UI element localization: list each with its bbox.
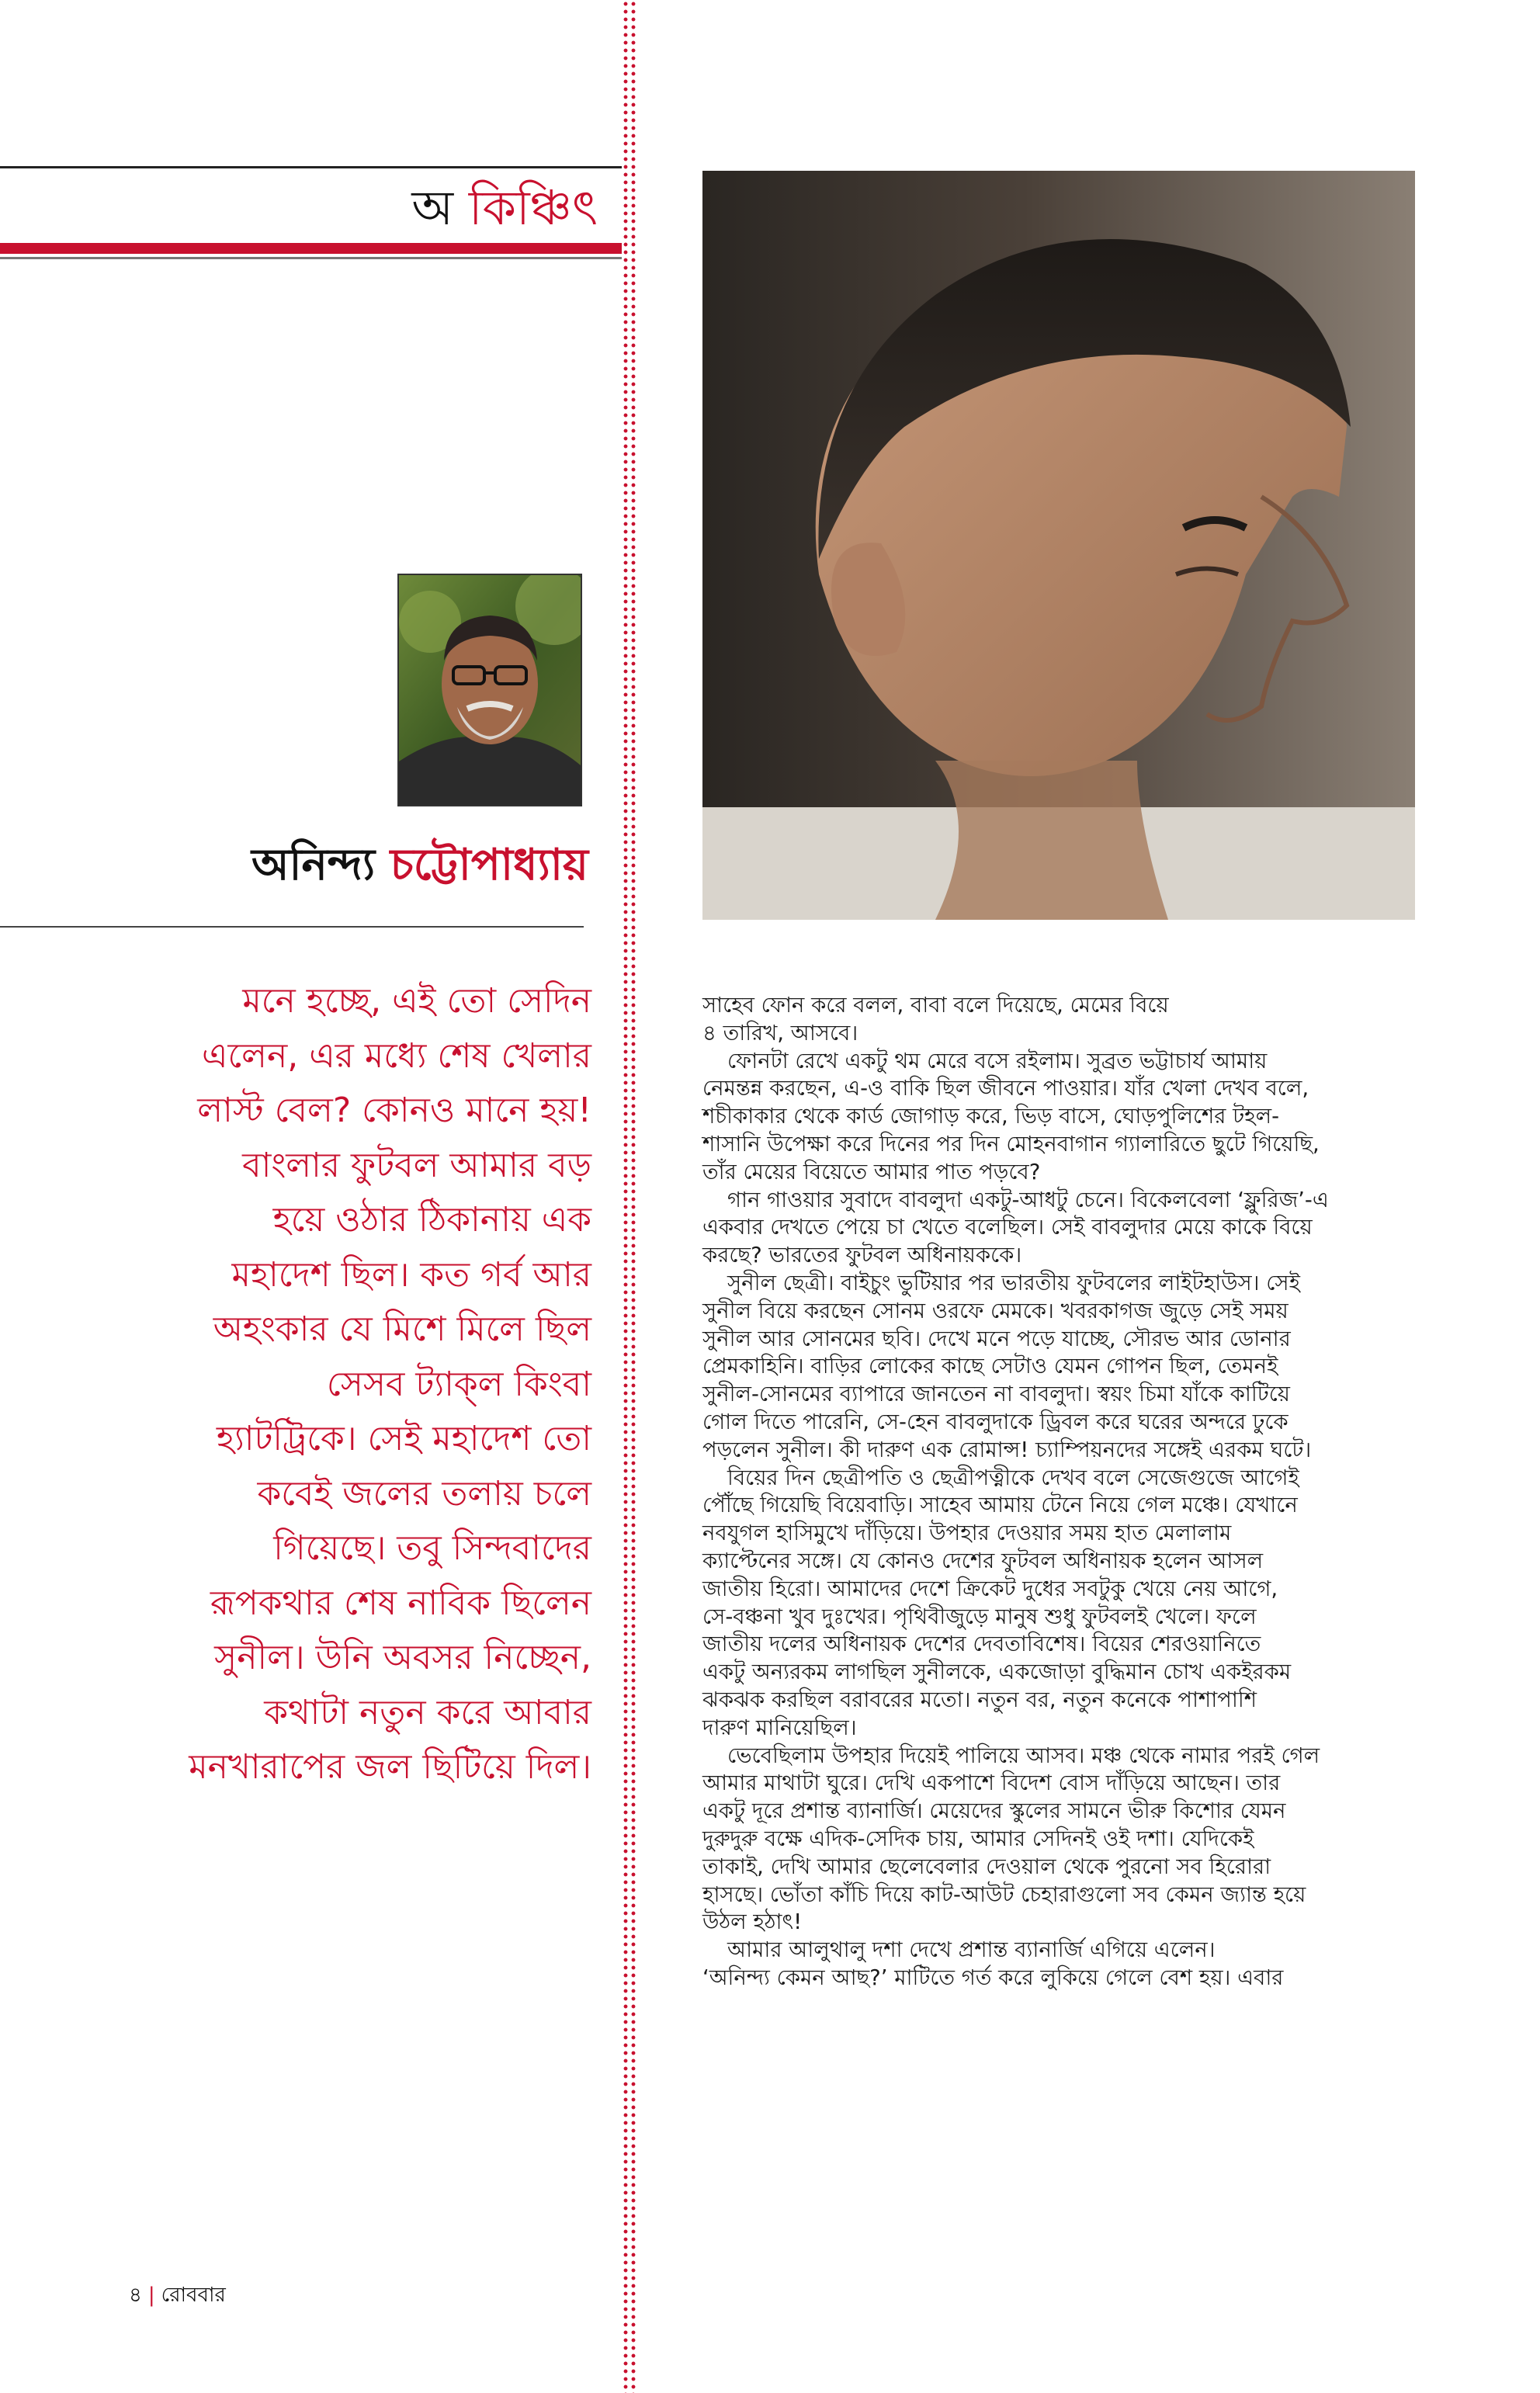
- article-line: সুনীল ছেত্রী। বাইচুং ভুটিয়ার পর ভারতীয় ফুটবলের লাইটহাউস। সেই: [727, 1270, 1300, 1295]
- article-line: তাঁর মেয়ের বিয়েতে আমার পাত পড়বে?: [702, 1159, 1041, 1184]
- pull-quote-line: এলেন, এর মধ্যে শেষ খেলার: [202, 1035, 591, 1076]
- article-line: একবার দেখতে পেয়ে চা খেতে বলেছিল। সেই বাবলুদার মেয়ে কাকে বিয়ে: [702, 1215, 1313, 1240]
- article-line: আমার আলুথালু দশা দেখে প্রশান্ত ব্যানার্জি এগিয়ে এলেন।: [727, 1937, 1216, 1963]
- article-body: [702, 992, 1440, 1992]
- author-portrait-image: [399, 575, 581, 805]
- article-line: তাকাই, দেখি আমার ছেলেবেলার দেওয়াল থেকে পুরনো সব হিরোরা: [702, 1854, 1271, 1879]
- pull-quote-line: হয়ে ওঠার ঠিকানায় এক: [272, 1200, 591, 1240]
- page-number: ৪: [129, 2284, 142, 2307]
- article-line: প্রেমকাহিনি। বাড়ির লোকের কাছে সেটাও যেমন গোপন ছিল, তেমনই: [702, 1354, 1278, 1379]
- article-line: শাসানি উপেক্ষা করে দিনের পর দিন মোহনবাগান গ্যালারিতে ছুটে গিয়েছি,: [702, 1131, 1320, 1157]
- pull-quote-line: সুনীল। উনি অবসর নিচ্ছেন,: [214, 1638, 591, 1677]
- article-line: নেমন্তন্ন করছেন, এ-ও বাকি ছিল জীবনে পাওয়ার। যাঁর খেলা দেখব বলে,: [702, 1076, 1309, 1101]
- article-line: সে-বঞ্চনা খুব দুঃখের। পৃথিবীজুড়ে মানুষ শুধু ফুটবলই খেলে। ফলে: [702, 1604, 1257, 1629]
- article-line: গান গাওয়ার সুবাদে বাবলুদা একটু-আধটু চেনে। বিকেলবেলা ‘ফ্লুরিজ’-এ: [727, 1187, 1329, 1212]
- pull-quote-line: কবেই জলের তলায় চলে: [257, 1473, 591, 1514]
- article-line: একটু দূরে প্রশান্ত ব্যানার্জি। মেয়েদের স্কুলের সামনে ভীরু কিশোর যেমন: [702, 1798, 1286, 1824]
- article-line: সাহেব ফোন করে বলল, বাবা বলে দিয়েছে, মেমের বিয়ে: [702, 993, 1169, 1018]
- pull-quote-line: মনখারাপের জল ছিটিয়ে দিল।: [189, 1747, 591, 1787]
- article-line: উঠল হঠাৎ!: [702, 1909, 803, 1935]
- article-line: নবযুগল হাসিমুখে দাঁড়িয়ে। উপহার দেওয়ার সময় হাত মেলালাম: [702, 1521, 1232, 1546]
- footer-separator: |: [147, 2284, 155, 2307]
- author-photo: [397, 574, 582, 806]
- red-rule: [0, 243, 622, 254]
- pull-quote-line: গিয়েছে। তবু সিন্দবাদের: [273, 1528, 591, 1568]
- pull-quote-line: বাংলার ফুটবল আমার বড়: [242, 1145, 591, 1185]
- article-line: পৌঁছে গিয়েছি বিয়েবাড়ি। সাহেব আমায় টেনে নিয়ে গেল মঞ্চে। যেখানে: [702, 1493, 1298, 1518]
- article-line: সুনীল আর সোনমের ছবি। দেখে মনে পড়ে যাচ্ছে, সৌরভ আর ডোনার: [702, 1326, 1291, 1351]
- article-line: জাতীয় হিরো। আমাদের দেশে ক্রিকেট দুধের সবটুকু খেয়ে নেয় আগে,: [702, 1576, 1278, 1601]
- column-divider: [622, 0, 637, 2393]
- article-line: দুরুদুরু বক্ষে এদিক-সেদিক চায়, আমার সেদিনই ওই দশা। যেদিকেই: [702, 1826, 1254, 1851]
- pull-quote-line: অহংকার যে মিশে মিলে ছিল: [213, 1309, 591, 1349]
- article-line: ৪ তারিখ, আসবে।: [702, 1020, 858, 1046]
- pull-quote-line: মহাদেশ ছিল। কত গর্ব আর: [231, 1254, 591, 1295]
- pull-quote: [116, 974, 591, 1795]
- section-title-main: কিঞ্চিৎ: [468, 179, 598, 236]
- article-line: শচীকাকার থেকে কার্ড জোগাড় করে, ভিড় বাসে, ঘোড়পুলিশের টহল-: [702, 1104, 1279, 1129]
- author-rule: [0, 926, 584, 928]
- article-line: ক্যাপ্টেনের সঙ্গে। যে কোনও দেশের ফুটবল অধিনায়ক হলেন আসল: [702, 1548, 1264, 1573]
- author-last-name: চট্টোপাধ্যায়: [390, 840, 588, 890]
- pull-quote-line: কথাটা নতুন করে আবার: [264, 1692, 591, 1732]
- grey-rule: [0, 257, 622, 259]
- article-line: সুনীল-সোনমের ব্যাপারে জানতেন না বাবলুদা। স্বয়ং চিমা যাঁকে কাটিয়ে: [702, 1382, 1290, 1407]
- article-line: গোল দিতে পারেনি, সে-হেন বাবলুদাকে ড্রিবল করে ঘরের অন্দরে ঢুকে: [702, 1409, 1289, 1434]
- article-line: ফোনটা রেখে একটু থম মেরে বসে রইলাম। সুব্রত ভট্টাচার্য আমায়: [727, 1048, 1268, 1073]
- hero-photo: [702, 171, 1415, 920]
- page-footer: [129, 2282, 226, 2308]
- article-line: করছে? ভারতের ফুটবল অধিনায়ককে।: [702, 1243, 1022, 1268]
- pull-quote-line: লাস্ট বেল? কোনও মানে হয়!: [197, 1091, 591, 1130]
- pull-quote-line: সেসব ট্যাক্‌ল কিংবা: [326, 1364, 591, 1404]
- article-line: ‘অনিন্দ্য কেমন আছ?’ মাটিতে গর্ত করে লুকিয়ে গেলে বেশ হয়। এবার: [702, 1965, 1284, 1990]
- article-line: ঝকঝক করছিল বরাবরের মতো। নতুন বর, নতুন কনেকে পাশাপাশি: [702, 1687, 1257, 1712]
- article-line: হাসছে। ভোঁতা কাঁচি দিয়ে কাট-আউট চেহারাগুলো সব কেমন জ্যান্ত হয়ে: [702, 1881, 1306, 1907]
- article-line: দারুণ মানিয়েছিল।: [702, 1715, 857, 1740]
- section-title: [0, 177, 598, 239]
- section-title-prefix: অ: [411, 179, 454, 236]
- article-line: বিয়ের দিন ছেত্রীপতি ও ছেত্রীপত্নীকে দেখব বলে সেজেগুজে আগেই: [727, 1465, 1299, 1490]
- article-line: জাতীয় দলের অধিনায়ক দেশের দেবতাবিশেষ। বিয়ের শেরওয়ানিতে: [702, 1632, 1261, 1657]
- article-line: ভেবেছিলাম উপহার দিয়েই পালিয়ে আসব। মঞ্চ থেকে নামার পরই গেল: [727, 1743, 1320, 1768]
- article-line: পড়লেন সুনীল। কী দারুণ এক রোমান্স! চ্যাম্পিয়নদের সঙ্গেই এরকম ঘটে।: [702, 1437, 1312, 1462]
- author-first-name: অনিন্দ্য: [251, 840, 376, 890]
- sunil-profile-image: [702, 171, 1415, 920]
- article-line: আমার মাথাটা ঘুরে। দেখি একপাশে বিদেশ বোস দাঁড়িয়ে আছেন। তার: [702, 1770, 1281, 1796]
- article-line: সুনীল বিয়ে করছেন সোনম ওরফে মেমকে। খবরকাগজ জুড়ে সেই সময়: [702, 1298, 1289, 1323]
- pull-quote-line: হ্যাটট্রিকে। সেই মহাদেশ তো: [216, 1419, 591, 1458]
- magazine-name: রোববার: [161, 2284, 226, 2307]
- top-rule: [0, 166, 622, 168]
- article-line: একটু অন্যরকম লাগছিল সুনীলকে, একজোড়া বুদ্ধিমান চোখ একইরকম: [702, 1659, 1292, 1685]
- pull-quote-line: মনে হচ্ছে, এই তো সেদিন: [242, 981, 591, 1021]
- pull-quote-line: রূপকথার শেষ নাবিক ছিলেন: [210, 1583, 591, 1623]
- author-name: [0, 834, 588, 897]
